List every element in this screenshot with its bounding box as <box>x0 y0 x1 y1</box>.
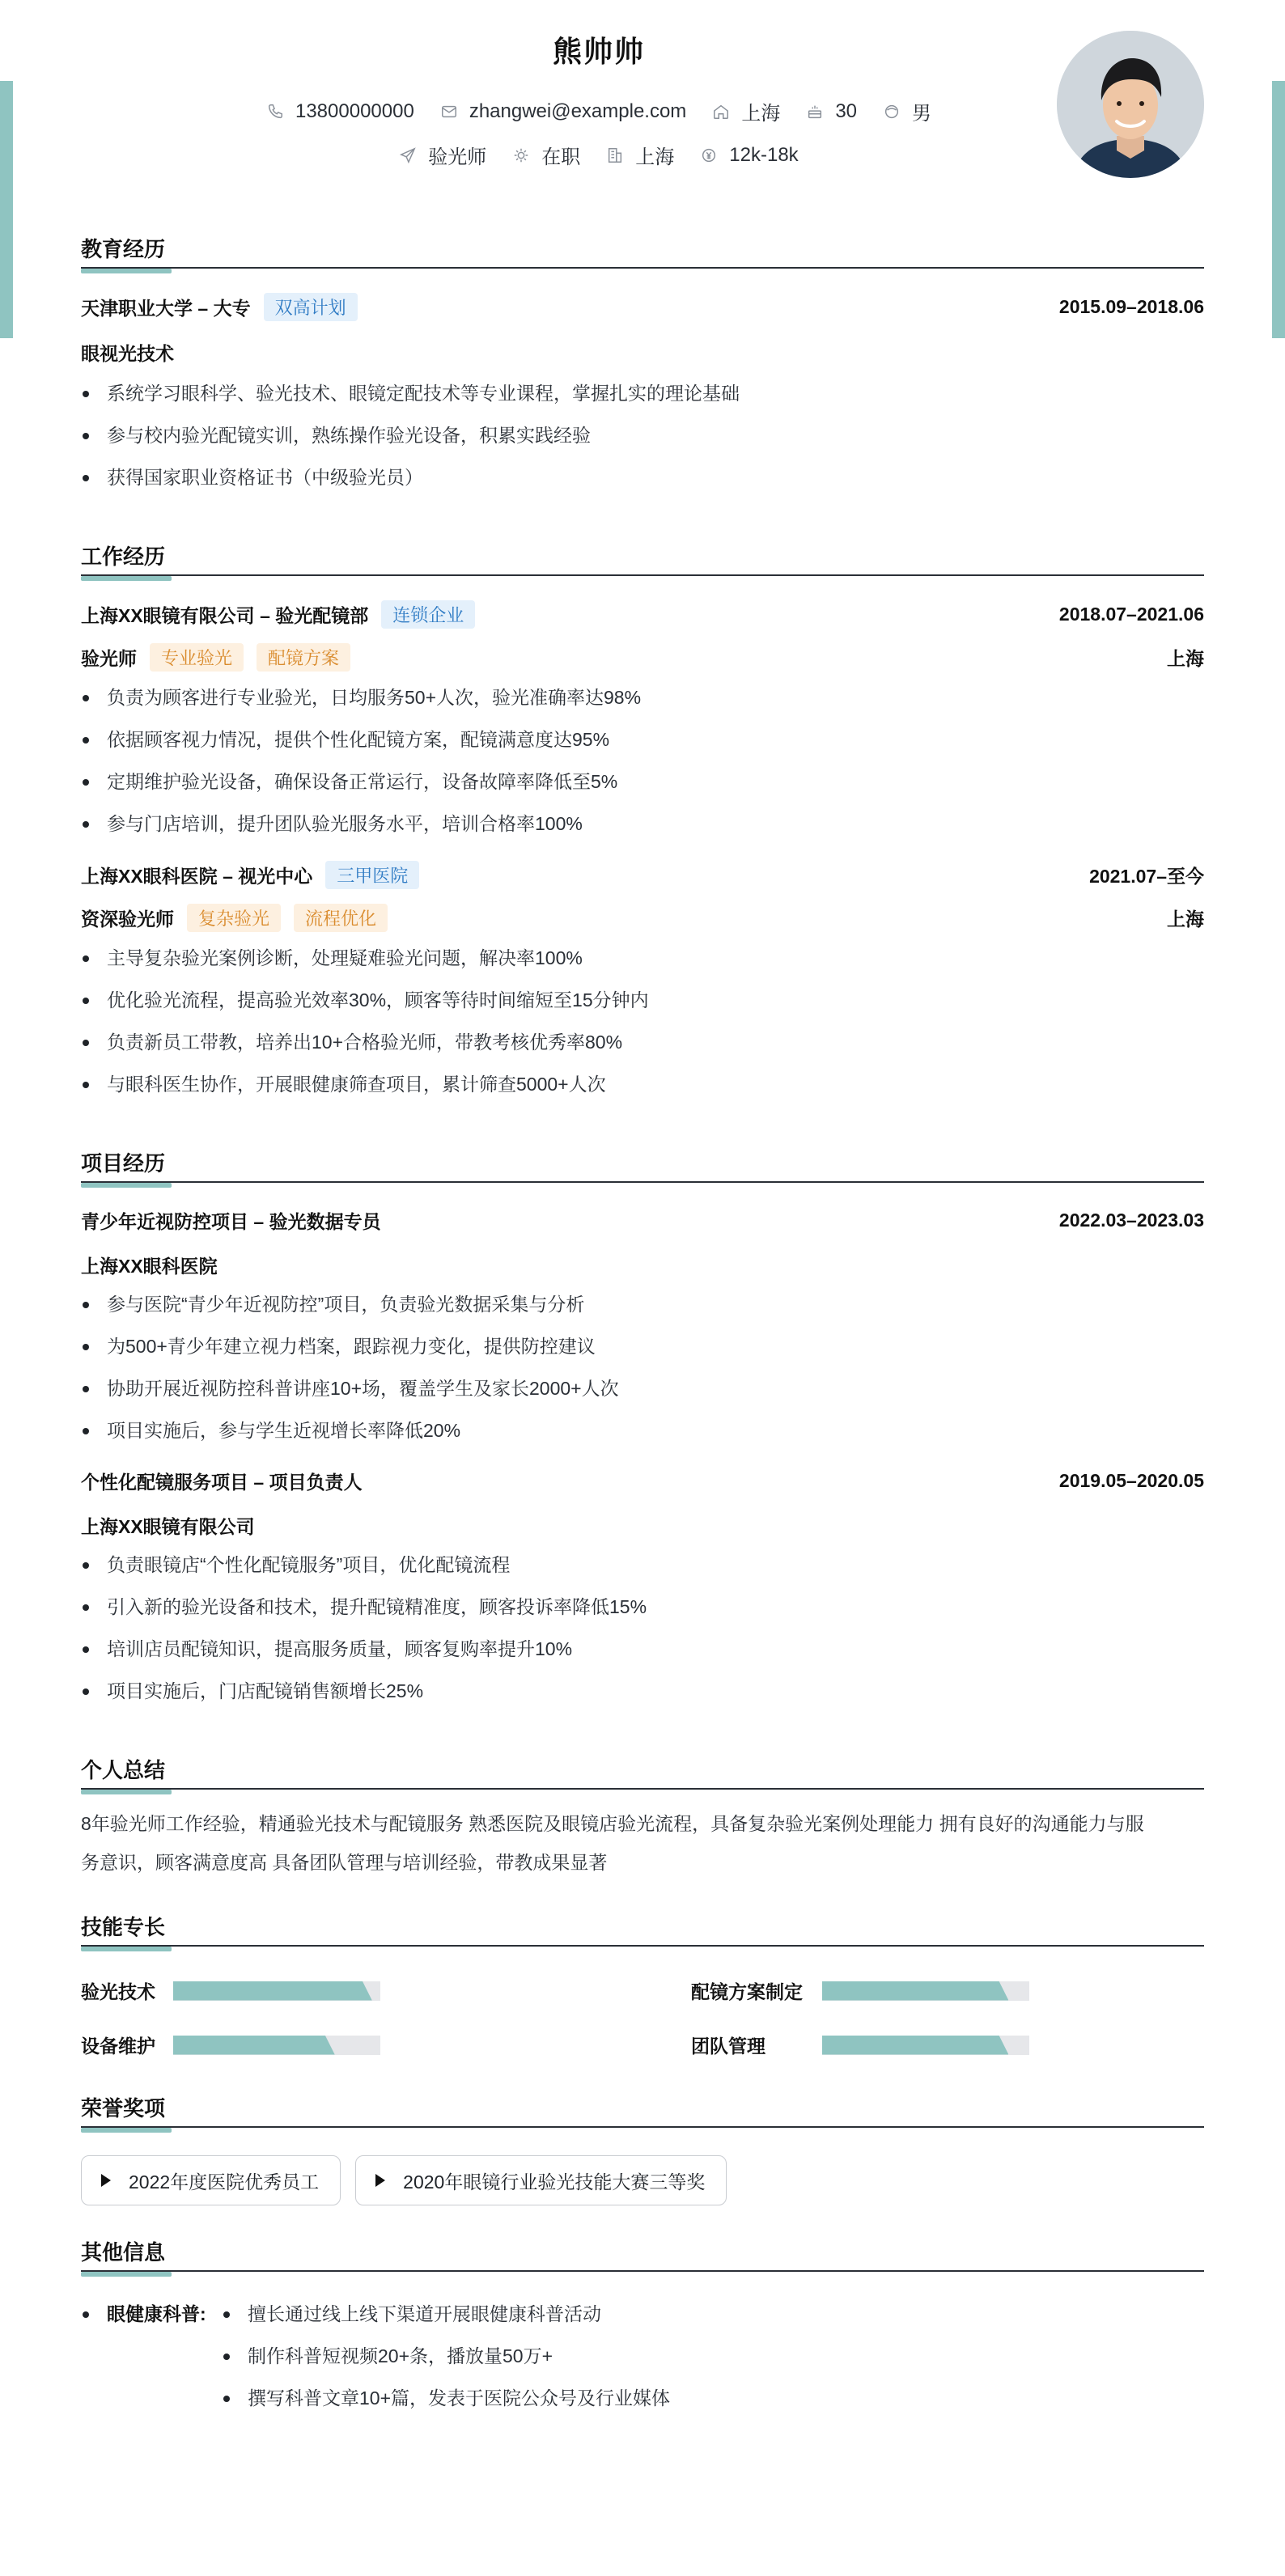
title-accent <box>81 2128 172 2133</box>
skill-bar <box>173 1981 380 2001</box>
skill-item <box>81 1977 691 2004</box>
section-title <box>81 1904 1204 1947</box>
education-header <box>81 293 1204 321</box>
project-date: 2019.05–2020.05 <box>1058 1470 1204 1491</box>
skill-bar-fill <box>822 1981 1008 2001</box>
title-accent <box>81 1947 172 1951</box>
candidate-name: 熊帅帅 <box>552 35 645 68</box>
left-accent-bar <box>0 81 13 338</box>
status-text: 在职 <box>541 146 581 168</box>
summary-text <box>81 1804 1204 1882</box>
major-name: 眼视光技术 <box>81 343 174 364</box>
job-header <box>81 861 1204 889</box>
project-date: 2022.03–2023.03 <box>1058 1210 1204 1231</box>
skill-item <box>691 2032 1177 2058</box>
honors-list <box>81 2155 1204 2205</box>
phone-item <box>266 100 414 123</box>
list-item: 依据顾客视力情况，提供个性化配镜方案，配镜满意度达95% <box>81 718 1204 761</box>
company-name: 上海XX眼科医院 – 视光中心 <box>81 866 313 887</box>
education-title: 教育经历 <box>81 237 166 261</box>
status-icon <box>512 146 530 164</box>
list-item: 项目实施后，参与学生近视增长率降低20% <box>81 1409 1204 1451</box>
location-text: 上海 <box>741 103 781 125</box>
other-bullets <box>222 2293 1204 2419</box>
gender-text: 男 <box>912 103 932 125</box>
avatar <box>1057 31 1204 178</box>
summary-section <box>81 1748 1204 1882</box>
summary-line: 务意识，顾客满意度高 具备团队管理与培训经验，带教成果显著 <box>81 1852 608 1873</box>
email-text: zhangwei@example.com <box>469 100 687 122</box>
list-item: 参与医院“青少年近视防控”项目，负责验光数据采集与分析 <box>81 1283 1204 1325</box>
section-title <box>81 2230 1204 2272</box>
list-item: 培训店员配镜知识，提高服务质量，顾客复购率提升10% <box>81 1628 1204 1670</box>
projects-section <box>81 1141 1204 1712</box>
other-title: 其他信息 <box>81 2240 166 2265</box>
role-tag: 流程优化 <box>294 904 388 932</box>
play-icon <box>375 2174 385 2187</box>
title-accent <box>81 269 172 273</box>
school-tag: 双高计划 <box>264 293 358 321</box>
list-item: 参与门店培训，提升团队验光服务水平，培训合格率100% <box>81 803 1204 845</box>
other-content <box>81 2293 1204 2419</box>
skill-label: 验光技术 <box>81 1981 155 2002</box>
list-item: 参与校内验光配镜实训，熟练操作验光设备，积累实践经验 <box>81 414 1204 456</box>
skills-grid <box>81 1977 1204 2058</box>
role-row <box>81 904 1204 932</box>
list-item: 优化验光流程，提高验光效率30%，顾客等待时间缩短至15分钟内 <box>81 979 1204 1021</box>
projects-title: 项目经历 <box>81 1151 166 1176</box>
role-row <box>81 643 1204 672</box>
education-date: 2015.09–2018.06 <box>1058 296 1204 317</box>
section-title <box>81 227 1204 269</box>
role-tag: 专业验光 <box>150 643 244 672</box>
list-item: 制作科普短视频20+条，播放量50万+ <box>222 2335 1204 2377</box>
project-header <box>81 1468 1204 1494</box>
job-city: 上海 <box>1167 648 1204 669</box>
honor-text: 2020年眼镜行业验光技能大赛三等奖 <box>403 2171 706 2193</box>
project-name: 个性化配镜服务项目 – 项目负责人 <box>81 1472 363 1493</box>
section-title <box>81 1748 1204 1790</box>
title-accent <box>81 1183 172 1188</box>
resume-header <box>81 0 1204 210</box>
skill-bar <box>822 1981 1029 2001</box>
honors-title: 荣誉奖项 <box>81 2096 166 2121</box>
other-section <box>81 2230 1204 2419</box>
skills-section <box>81 1904 1204 2058</box>
skill-label: 配镜方案制定 <box>691 1981 803 2002</box>
paper-plane-icon <box>399 146 417 164</box>
intent-row <box>81 141 1117 169</box>
age-item <box>806 100 857 123</box>
skill-bar <box>822 2036 1029 2055</box>
skill-bar <box>173 2036 380 2055</box>
title-accent <box>81 576 172 581</box>
gender-icon <box>883 103 901 121</box>
target-city-text: 上海 <box>635 146 675 168</box>
summary-title: 个人总结 <box>81 1758 166 1782</box>
skills-title: 技能专长 <box>81 1915 166 1939</box>
home-icon <box>712 103 730 121</box>
list-item: 协助开展近视防控科普讲座10+场，覆盖学生及家长2000+人次 <box>81 1367 1204 1409</box>
play-icon <box>101 2174 111 2187</box>
education-section <box>81 227 1204 498</box>
target-city-item <box>606 141 674 169</box>
job-bullets <box>81 676 1204 845</box>
honor-item <box>81 2155 341 2205</box>
role-name: 验光师 <box>81 648 137 669</box>
skill-label: 设备维护 <box>81 2036 155 2057</box>
project-bullets <box>81 1544 1204 1712</box>
role-tag: 配镜方案 <box>257 643 350 672</box>
company-tag: 三甲医院 <box>325 861 419 889</box>
list-item: 为500+青少年建立视力档案，跟踪视力变化，提供防控建议 <box>81 1325 1204 1367</box>
project-header <box>81 1207 1204 1234</box>
salary-text: 12k-18k <box>729 143 799 166</box>
email-item <box>440 100 687 123</box>
target-job-text: 验光师 <box>428 146 487 168</box>
resume-page <box>81 0 1204 2419</box>
target-job-item <box>399 141 486 169</box>
skill-item <box>81 2032 691 2058</box>
skill-item <box>691 1977 1177 2004</box>
job-date: 2021.07–至今 <box>1089 866 1204 887</box>
skill-label: 团队管理 <box>691 2036 765 2057</box>
avatar-portrait <box>1057 31 1204 178</box>
skill-bar-fill <box>173 1981 372 2001</box>
summary-line: 8年验光师工作经验，精通验光技术与配镜服务 熟悉医院及眼镜店验光流程，具备复杂验光案例处理能力 拥有良好的沟通能力与服 <box>81 1813 1144 1834</box>
section-title <box>81 2086 1204 2128</box>
right-accent-bar <box>1272 81 1285 338</box>
project-name: 青少年近视防控项目 – 验光数据专员 <box>81 1211 381 1232</box>
salary-item <box>700 144 798 167</box>
job-header <box>81 600 1204 629</box>
list-item: 负责为顾客进行专业验光，日均服务50+人次，验光准确率达98% <box>81 676 1204 718</box>
list-item: 负责眼镜店“个性化配镜服务”项目，优化配镜流程 <box>81 1544 1204 1586</box>
title-accent <box>81 1790 172 1794</box>
section-title <box>81 534 1204 576</box>
gender-item <box>883 97 931 125</box>
education-bullets <box>81 372 1204 498</box>
coin-icon <box>700 146 718 164</box>
building-icon <box>606 146 624 164</box>
list-item: 项目实施后，门店配镜销售额增长25% <box>81 1670 1204 1712</box>
list-item: 负责新员工带教，培养出10+合格验光师，带教考核优秀率80% <box>81 1021 1204 1063</box>
work-section <box>81 534 1204 1105</box>
skill-bar-fill <box>173 2036 335 2055</box>
job-bullets <box>81 937 1204 1105</box>
school-name: 天津职业大学 – 大专 <box>81 298 251 319</box>
honors-section <box>81 2086 1204 2205</box>
project-org: 上海XX眼镜有限公司 <box>81 1516 255 1537</box>
contact-row <box>81 97 1117 125</box>
title-accent <box>81 2272 172 2277</box>
role-name: 资深验光师 <box>81 909 174 930</box>
project-org-row <box>81 1252 1204 1278</box>
section-title <box>81 1141 1204 1183</box>
mail-icon <box>440 103 458 121</box>
company-tag: 连锁企业 <box>381 600 475 629</box>
list-item: 擅长通过线上线下渠道开展眼健康科普活动 <box>222 2293 1204 2335</box>
company-name: 上海XX眼镜有限公司 – 验光配镜部 <box>81 605 369 626</box>
major-row <box>81 339 1204 366</box>
other-key: 眼健康科普: <box>81 2293 206 2335</box>
list-item: 与眼科医生协作，开展眼健康筛查项目，累计筛查5000+人次 <box>81 1063 1204 1105</box>
project-org: 上海XX眼科医院 <box>81 1256 218 1277</box>
phone-text: 13800000000 <box>295 100 414 122</box>
list-item: 定期维护验光设备，确保设备正常运行，设备故障率降低至5% <box>81 761 1204 803</box>
age-text: 30 <box>835 100 858 122</box>
list-item: 系统学习眼科学、验光技术、眼镜定配技术等专业课程，掌握扎实的理论基础 <box>81 372 1204 414</box>
honor-text: 2022年度医院优秀员工 <box>129 2171 320 2193</box>
cake-icon <box>806 103 824 121</box>
honor-item <box>355 2155 727 2205</box>
status-item <box>512 141 580 169</box>
work-title: 工作经历 <box>81 544 166 569</box>
project-org-row <box>81 1512 1204 1539</box>
job-city: 上海 <box>1167 909 1204 930</box>
job-date: 2018.07–2021.06 <box>1058 604 1204 625</box>
role-tag: 复杂验光 <box>187 904 281 932</box>
skill-bar-fill <box>822 2036 1008 2055</box>
location-item <box>712 97 780 125</box>
list-item: 撰写科普文章10+篇，发表于医院公众号及行业媒体 <box>222 2377 1204 2419</box>
project-bullets <box>81 1283 1204 1451</box>
list-item: 主导复杂验光案例诊断，处理疑难验光问题，解决率100% <box>81 937 1204 979</box>
list-item: 引入新的验光设备和技术，提升配镜精准度，顾客投诉率降低15% <box>81 1586 1204 1628</box>
phone-icon <box>266 103 284 121</box>
list-item: 获得国家职业资格证书（中级验光员） <box>81 456 1204 498</box>
